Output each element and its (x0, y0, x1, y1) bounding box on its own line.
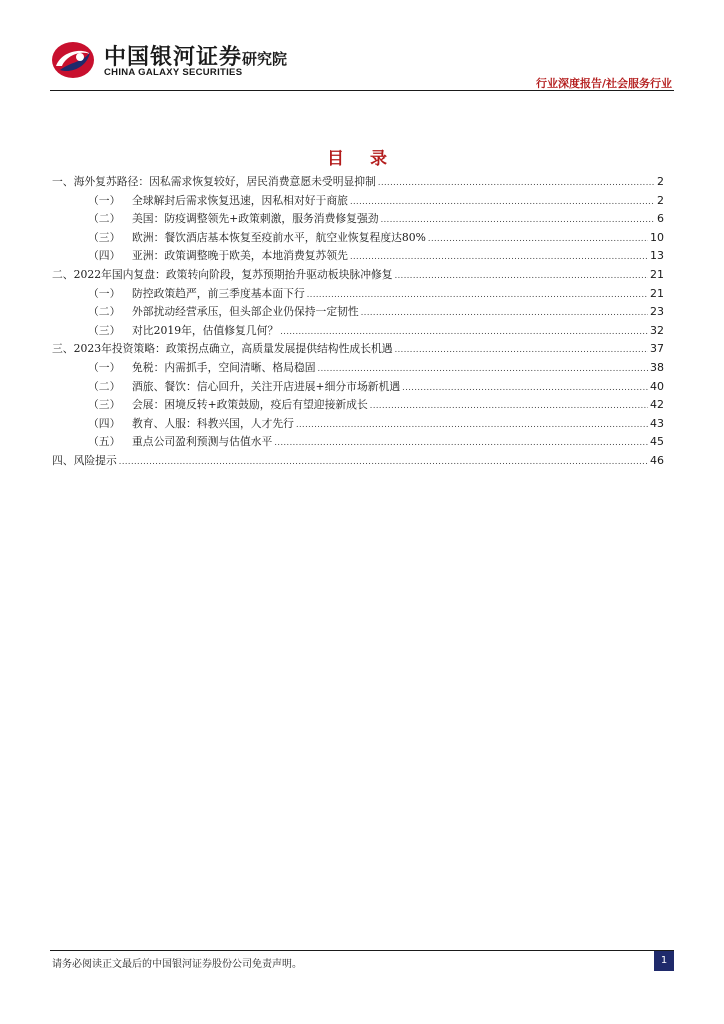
toc-leader-dots (350, 197, 655, 206)
toc-entry-page: 6 (657, 212, 664, 226)
toc-entry[interactable] (52, 416, 664, 435)
toc-title: 目 录 (327, 149, 397, 169)
toc-leader-dots (370, 401, 648, 410)
toc-entry-number: （四） (88, 249, 121, 263)
toc-entry-title: 美国：防疫调整领先+政策刺激，服务消费修复强劲 (132, 212, 379, 226)
toc-entry-title: 2022年国内复盘：政策转向阶段，复苏预期抬升驱动板块脉冲修复 (73, 267, 393, 281)
toc-entry[interactable] (52, 248, 664, 267)
toc-leader-dots (361, 308, 648, 317)
toc-entry[interactable] (52, 211, 664, 230)
toc-entry-title: 酒旅、餐饮：信心回升，关注开店进展+细分市场新机遇 (132, 379, 401, 393)
toc-leader-dots (274, 438, 648, 447)
brand-name-cn: 中国银河证券 (104, 45, 243, 70)
toc-entry-page: 23 (650, 305, 664, 319)
toc-entry-page: 38 (650, 360, 664, 374)
toc-entry[interactable] (52, 379, 664, 398)
toc-entry-number: （二） (88, 379, 121, 393)
toc-entry[interactable] (52, 230, 664, 249)
toc-entry-page: 2 (657, 193, 664, 207)
toc-entry-number: （二） (88, 305, 121, 319)
toc-entry-page: 42 (650, 398, 664, 412)
toc-entry-number: （三） (88, 230, 121, 244)
toc-entry-number: （四） (88, 416, 121, 430)
toc-entry-number: （一） (88, 193, 121, 207)
toc-entry-page: 45 (650, 435, 664, 449)
footer-divider (50, 950, 674, 951)
table-of-contents (52, 174, 664, 472)
brand-institute: 研究院 (242, 50, 288, 68)
toc-entry-page: 2 (657, 175, 664, 188)
toc-entry-title: 免税：内需抓手，空间清晰、格局稳固 (132, 360, 316, 374)
toc-entry-page: 10 (650, 230, 664, 244)
toc-entry-number: 一、 (52, 175, 74, 188)
toc-entry-title: 教育、人服：科教兴国，人才先行 (132, 416, 294, 430)
toc-entry-page: 43 (650, 416, 664, 430)
toc-leader-dots (378, 178, 655, 187)
toc-entry-page: 32 (650, 323, 664, 337)
toc-entry-title: 风险提示 (73, 453, 117, 467)
toc-entry-title: 欧洲：餐饮酒店基本恢复至疫前水平，航空业恢复程度达80% (132, 230, 426, 244)
toc-entry[interactable] (52, 174, 664, 193)
toc-entry[interactable] (52, 286, 664, 305)
toc-leader-dots (428, 234, 648, 243)
toc-entry-number: 三、 (52, 342, 74, 356)
toc-entry-number: 二、 (52, 267, 74, 281)
footer-disclaimer: 请务必阅读正文最后的中国银河证券股份公司免责声明。 (52, 959, 302, 970)
toc-entry-title: 海外复苏路径：因私需求恢复较好，居民消费意愿未受明显抑制 (73, 175, 376, 188)
toc-entry-number: （三） (88, 398, 121, 412)
toc-entry[interactable] (52, 360, 664, 379)
toc-entry[interactable] (52, 453, 664, 472)
toc-entry-page: 46 (650, 453, 664, 467)
toc-leader-dots (307, 290, 648, 299)
page-header (0, 0, 724, 92)
toc-entry[interactable] (52, 434, 664, 453)
toc-entry-title: 会展：困境反转+政策鼓励，疫后有望迎接新成长 (132, 398, 368, 412)
toc-entry-number: （二） (88, 212, 121, 226)
toc-leader-dots (296, 420, 648, 429)
toc-leader-dots (402, 383, 648, 392)
toc-leader-dots (395, 271, 648, 280)
report-type-label: 行业深度报告/社会服务行业 (535, 77, 672, 90)
page-number-badge: 1 (654, 951, 674, 971)
toc-leader-dots (350, 252, 648, 261)
galaxy-logo-icon (50, 40, 96, 80)
header-divider (50, 90, 674, 91)
toc-entry-page: 37 (650, 342, 664, 356)
toc-entry[interactable] (52, 341, 664, 360)
brand-name-en: CHINA GALAXY SECURITIES (104, 67, 243, 78)
toc-entry[interactable] (52, 397, 664, 416)
toc-entry[interactable] (52, 193, 664, 212)
toc-entry-number: （一） (88, 286, 121, 300)
toc-entry-title: 全球解封后需求恢复迅速，因私相对好于商旅 (132, 193, 348, 207)
toc-entry-number: （三） (88, 323, 121, 337)
toc-entry-page: 40 (650, 379, 664, 393)
toc-entry-title: 外部扰动经营承压，但头部企业仍保持一定韧性 (132, 305, 359, 319)
toc-entry-title: 防控政策趋严，前三季度基本面下行 (132, 286, 305, 300)
toc-entry[interactable] (52, 304, 664, 323)
toc-entry-number: （一） (88, 360, 121, 374)
toc-entry-page: 21 (650, 286, 664, 300)
toc-entry-number: （五） (88, 435, 121, 449)
toc-entry[interactable] (52, 323, 664, 342)
toc-entry-number: 四、 (52, 453, 74, 467)
toc-leader-dots (395, 345, 648, 354)
toc-leader-dots (318, 364, 648, 373)
toc-entry-title: 2023年投资策略：政策拐点确立，高质量发展提供结构性成长机遇 (73, 342, 393, 356)
toc-entry[interactable] (52, 267, 664, 286)
toc-entry-title: 对比2019年，估值修复几何？ (132, 323, 279, 337)
toc-entry-page: 13 (650, 249, 664, 263)
toc-entry-title: 重点公司盈利预测与估值水平 (132, 435, 273, 449)
toc-entry-title: 亚洲：政策调整晚于欧美，本地消费复苏领先 (132, 249, 348, 263)
toc-entry-page: 21 (650, 267, 664, 281)
toc-leader-dots (119, 457, 648, 466)
toc-leader-dots (381, 215, 655, 224)
toc-leader-dots (280, 327, 648, 336)
